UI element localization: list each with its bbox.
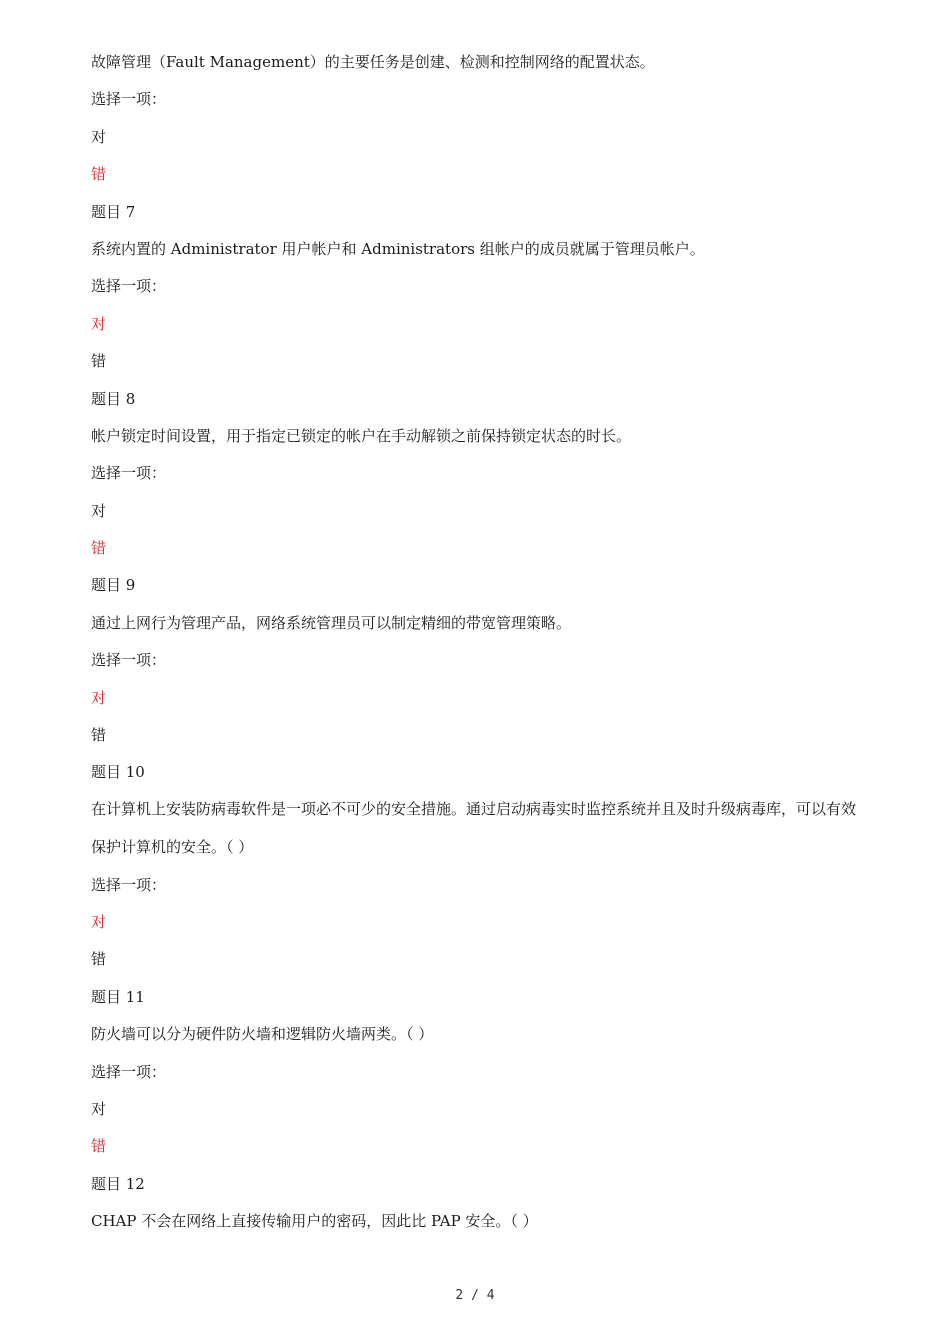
question-text: 系统内置的 Administrator 用户帐户和 Administrators 组帐户的成员就属于管理员帐户。 xyxy=(91,239,705,258)
question-heading: 题目 9 xyxy=(91,576,136,595)
question-text: CHAP 不会在网络上直接传输用户的密码，因此比 PAP 安全。（ ） xyxy=(91,1212,538,1231)
option-correct: 错 xyxy=(91,165,107,184)
question-text: 防火墙可以分为硬件防火墙和逻辑防火墙两类。（ ） xyxy=(91,1025,434,1044)
choice-prompt: 选择一项： xyxy=(91,651,167,670)
question-text: 帐户锁定时间设置，用于指定已锁定的帐户在手动解锁之前保持锁定状态的时长。 xyxy=(91,426,632,445)
option: 错 xyxy=(91,352,107,371)
question-heading: 题目 8 xyxy=(91,389,136,408)
question-heading: 题目 10 xyxy=(91,763,145,782)
question-heading: 题目 7 xyxy=(91,202,136,221)
document-content xyxy=(91,52,861,1249)
choice-prompt: 选择一项： xyxy=(91,277,167,296)
option: 错 xyxy=(91,950,107,969)
option-correct: 错 xyxy=(91,539,107,558)
page-number: 2 / 4 xyxy=(455,1288,495,1303)
choice-prompt: 选择一项： xyxy=(91,875,167,894)
choice-prompt: 选择一项： xyxy=(91,90,167,109)
question-text: 通过上网行为管理产品，网络系统管理员可以制定精细的带宽管理策略。 xyxy=(91,613,572,632)
question-heading: 题目 11 xyxy=(91,987,145,1006)
option-correct: 对 xyxy=(91,913,107,932)
option-correct: 对 xyxy=(91,688,107,707)
option: 对 xyxy=(91,501,107,520)
option-correct: 对 xyxy=(91,314,107,333)
choice-prompt: 选择一项： xyxy=(91,1062,167,1081)
option-correct: 错 xyxy=(91,1137,107,1156)
option: 对 xyxy=(91,127,107,146)
question-text: 在计算机上安装防病毒软件是一项必不可少的安全措施。通过启动病毒实时监控系统并且及时升级病毒库，可以有效保护计算机的安全。（ ） xyxy=(91,800,857,856)
option: 对 xyxy=(91,1099,107,1118)
choice-prompt: 选择一项： xyxy=(91,464,167,483)
option: 错 xyxy=(91,726,107,745)
question-heading: 题目 12 xyxy=(91,1174,145,1193)
question-text: 故障管理（Fault Management）的主要任务是创建、检测和控制网络的配置状态。 xyxy=(91,53,655,71)
